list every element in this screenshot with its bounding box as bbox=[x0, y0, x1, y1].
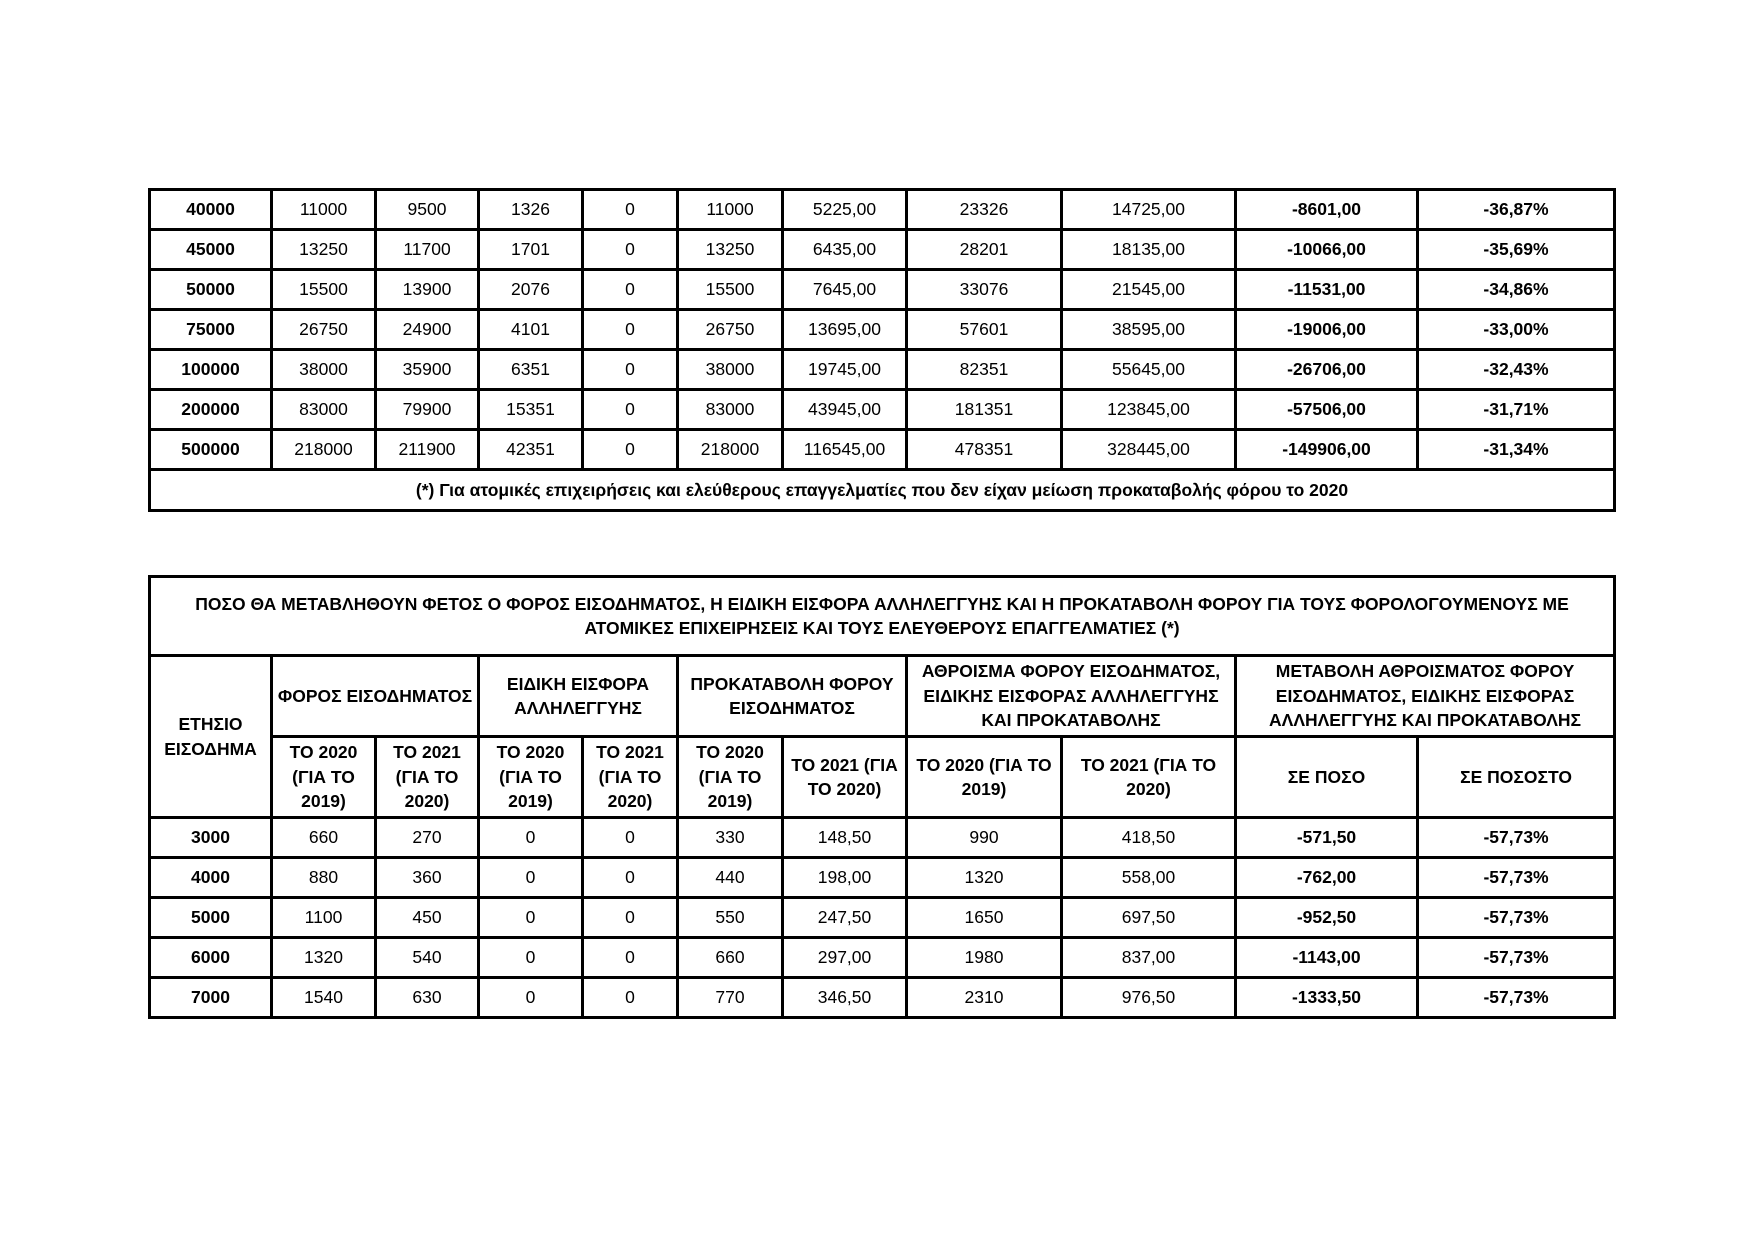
table-cell: 100000 bbox=[150, 350, 272, 390]
table-cell: 6435,00 bbox=[783, 230, 907, 270]
table-cell: 218000 bbox=[272, 430, 376, 470]
table-cell: -57,73% bbox=[1418, 858, 1615, 898]
table-cell: 1326 bbox=[479, 190, 583, 230]
table-cell: 0 bbox=[583, 310, 678, 350]
table-cell: 330 bbox=[678, 818, 783, 858]
table-cell: 13900 bbox=[376, 270, 479, 310]
table-cell: 200000 bbox=[150, 390, 272, 430]
table-title: ΠΟΣΟ ΘΑ ΜΕΤΑΒΛΗΘΟΥΝ ΦΕΤΟΣ Ο ΦΟΡΟΣ ΕΙΣΟΔΗΜΑΤΟΣ, Η ΕΙΔΙΚΗ ΕΙΣΦΟΡΑ ΑΛΛΗΛΕΓΓΥΗΣ ΚΑΙ Η ΠΡΟΚΑΤΑΒΟΛΗ ΦΟΡΟΥ ΓΙΑ ΤΟΥΣ ΦΟΡΟΛΟΓΟΥΜΕΝΟΥΣ ΜΕ ΑΤΟΜΙΚΕΣ ΕΠΙΧΕΙΡΗΣΕΙΣ ΚΑΙ ΤΟΥΣ ΕΛΕΥΘΕΡΟΥΣ ΕΠΑΓΓΕΛΜΑΤΙΕΣ (*) bbox=[150, 577, 1615, 656]
header-annual-income: ΕΤΗΣΙΟ ΕΙΣΟΔΗΜΑ bbox=[150, 656, 272, 818]
table-cell: 4101 bbox=[479, 310, 583, 350]
table-cell: 15500 bbox=[678, 270, 783, 310]
table-cell: -35,69% bbox=[1418, 230, 1615, 270]
table-cell: 0 bbox=[479, 818, 583, 858]
table-cell: 11000 bbox=[272, 190, 376, 230]
table-cell: 13250 bbox=[272, 230, 376, 270]
table-cell: 0 bbox=[583, 390, 678, 430]
table-cell: 630 bbox=[376, 978, 479, 1018]
table-cell: 83000 bbox=[678, 390, 783, 430]
table-cell: 6351 bbox=[479, 350, 583, 390]
table-cell: 13250 bbox=[678, 230, 783, 270]
table-cell: 11000 bbox=[678, 190, 783, 230]
table-cell: 500000 bbox=[150, 430, 272, 470]
table-cell: 1320 bbox=[272, 938, 376, 978]
table-cell: 3000 bbox=[150, 818, 272, 858]
table-row bbox=[150, 310, 1615, 350]
table-cell: 440 bbox=[678, 858, 783, 898]
table-cell: 328445,00 bbox=[1062, 430, 1236, 470]
table-cell: -57506,00 bbox=[1236, 390, 1418, 430]
table-cell: 35900 bbox=[376, 350, 479, 390]
table-cell: -57,73% bbox=[1418, 938, 1615, 978]
table-cell: 0 bbox=[583, 938, 678, 978]
table-cell: 0 bbox=[479, 938, 583, 978]
table-row bbox=[150, 350, 1615, 390]
subheader-solidarity-2020: ΤΟ 2020 (ΓΙΑ ΤΟ 2019) bbox=[479, 737, 583, 818]
table-row bbox=[150, 858, 1615, 898]
table-cell: 2076 bbox=[479, 270, 583, 310]
header-change: ΜΕΤΑΒΟΛΗ ΑΘΡΟΙΣΜΑΤΟΣ ΦΟΡΟΥ ΕΙΣΟΔΗΜΑΤΟΣ, ΕΙΔΙΚΗΣ ΕΙΣΦΟΡΑΣ ΑΛΛΗΛΕΓΓΥΗΣ ΚΑΙ ΠΡΟΚΑΤΑΒΟΛΗΣ bbox=[1236, 656, 1615, 737]
table-cell: 297,00 bbox=[783, 938, 907, 978]
table-cell: 1100 bbox=[272, 898, 376, 938]
table-row bbox=[150, 430, 1615, 470]
table-body bbox=[150, 818, 1615, 1018]
table-cell: 1701 bbox=[479, 230, 583, 270]
table-cell: 19745,00 bbox=[783, 350, 907, 390]
table-cell: 33076 bbox=[907, 270, 1062, 310]
table-cell: 697,50 bbox=[1062, 898, 1236, 938]
table-row bbox=[150, 190, 1615, 230]
subheader-advance-2020: ΤΟ 2020 (ΓΙΑ ΤΟ 2019) bbox=[678, 737, 783, 818]
table-cell: 42351 bbox=[479, 430, 583, 470]
table-cell: -11531,00 bbox=[1236, 270, 1418, 310]
table-cell: 13695,00 bbox=[783, 310, 907, 350]
table-cell: 247,50 bbox=[783, 898, 907, 938]
subheader-sum-2020: ΤΟ 2020 (ΓΙΑ ΤΟ 2019) bbox=[907, 737, 1062, 818]
table-cell: 15351 bbox=[479, 390, 583, 430]
table-cell: 1320 bbox=[907, 858, 1062, 898]
table-cell: 837,00 bbox=[1062, 938, 1236, 978]
table-cell: 0 bbox=[583, 190, 678, 230]
table-cell: 15500 bbox=[272, 270, 376, 310]
table-cell: 26750 bbox=[272, 310, 376, 350]
tax-continuation-table bbox=[148, 188, 1616, 512]
table-cell: -952,50 bbox=[1236, 898, 1418, 938]
table-cell: 0 bbox=[479, 978, 583, 1018]
table-cell: 0 bbox=[583, 978, 678, 1018]
table-cell: -571,50 bbox=[1236, 818, 1418, 858]
table-cell: 0 bbox=[583, 430, 678, 470]
table-cell: -26706,00 bbox=[1236, 350, 1418, 390]
table-row bbox=[150, 898, 1615, 938]
table-cell: 0 bbox=[583, 818, 678, 858]
table-cell: -57,73% bbox=[1418, 818, 1615, 858]
table-cell: 18135,00 bbox=[1062, 230, 1236, 270]
table-cell: 21545,00 bbox=[1062, 270, 1236, 310]
subheader-change-amount: ΣΕ ΠΟΣΟ bbox=[1236, 737, 1418, 818]
table-cell: 57601 bbox=[907, 310, 1062, 350]
table-cell: 346,50 bbox=[783, 978, 907, 1018]
table-cell: 1980 bbox=[907, 938, 1062, 978]
table-cell: 558,00 bbox=[1062, 858, 1236, 898]
table-cell: -36,87% bbox=[1418, 190, 1615, 230]
table-cell: 23326 bbox=[907, 190, 1062, 230]
subheader-income-tax-2020: ΤΟ 2020 (ΓΙΑ ΤΟ 2019) bbox=[272, 737, 376, 818]
table-cell: 181351 bbox=[907, 390, 1062, 430]
tax-change-table bbox=[148, 575, 1616, 1019]
table-cell: 75000 bbox=[150, 310, 272, 350]
table-cell: 0 bbox=[583, 270, 678, 310]
table-cell: -762,00 bbox=[1236, 858, 1418, 898]
table-cell: -10066,00 bbox=[1236, 230, 1418, 270]
table-cell: 660 bbox=[272, 818, 376, 858]
table-cell: 478351 bbox=[907, 430, 1062, 470]
table-cell: 123845,00 bbox=[1062, 390, 1236, 430]
table-cell: 270 bbox=[376, 818, 479, 858]
table-cell: 880 bbox=[272, 858, 376, 898]
table-cell: 6000 bbox=[150, 938, 272, 978]
table-cell: 0 bbox=[479, 898, 583, 938]
header-sum: ΑΘΡΟΙΣΜΑ ΦΟΡΟΥ ΕΙΣΟΔΗΜΑΤΟΣ, ΕΙΔΙΚΗΣ ΕΙΣΦΟΡΑΣ ΑΛΛΗΛΕΓΓΥΗΣ ΚΑΙ ΠΡΟΚΑΤΑΒΟΛΗΣ bbox=[907, 656, 1236, 737]
table-cell: 148,50 bbox=[783, 818, 907, 858]
table-cell: 24900 bbox=[376, 310, 479, 350]
table-cell: -31,34% bbox=[1418, 430, 1615, 470]
table-cell: 5225,00 bbox=[783, 190, 907, 230]
table-cell: 450 bbox=[376, 898, 479, 938]
table-cell: 990 bbox=[907, 818, 1062, 858]
table-cell: -57,73% bbox=[1418, 978, 1615, 1018]
table-cell: 198,00 bbox=[783, 858, 907, 898]
table-cell: 7000 bbox=[150, 978, 272, 1018]
table-cell: 418,50 bbox=[1062, 818, 1236, 858]
header-advance-tax: ΠΡΟΚΑΤΑΒΟΛΗ ΦΟΡΟΥ ΕΙΣΟΔΗΜΑΤΟΣ bbox=[678, 656, 907, 737]
subheader-sum-2021: ΤΟ 2021 (ΓΙΑ ΤΟ 2020) bbox=[1062, 737, 1236, 818]
table-cell: 0 bbox=[583, 230, 678, 270]
header-income-tax: ΦΟΡΟΣ ΕΙΣΟΔΗΜΑΤΟΣ bbox=[272, 656, 479, 737]
table-cell: -149906,00 bbox=[1236, 430, 1418, 470]
subheader-income-tax-2021: ΤΟ 2021 (ΓΙΑ ΤΟ 2020) bbox=[376, 737, 479, 818]
table-cell: 660 bbox=[678, 938, 783, 978]
table-cell: 83000 bbox=[272, 390, 376, 430]
table-cell: 976,50 bbox=[1062, 978, 1236, 1018]
table-cell: 1540 bbox=[272, 978, 376, 1018]
table-row bbox=[150, 818, 1615, 858]
table-cell: 79900 bbox=[376, 390, 479, 430]
table-cell: 40000 bbox=[150, 190, 272, 230]
table-cell: 5000 bbox=[150, 898, 272, 938]
table-cell: -31,71% bbox=[1418, 390, 1615, 430]
table-cell: 38595,00 bbox=[1062, 310, 1236, 350]
table-row bbox=[150, 230, 1615, 270]
table-cell: -1143,00 bbox=[1236, 938, 1418, 978]
table-cell: 38000 bbox=[272, 350, 376, 390]
table-cell: 43945,00 bbox=[783, 390, 907, 430]
table-cell: 28201 bbox=[907, 230, 1062, 270]
subheader-change-percent: ΣΕ ΠΟΣΟΣΤΟ bbox=[1418, 737, 1615, 818]
table-cell: -19006,00 bbox=[1236, 310, 1418, 350]
header-solidarity: ΕΙΔΙΚΗ ΕΙΣΦΟΡΑ ΑΛΛΗΛΕΓΓΥΗΣ bbox=[479, 656, 678, 737]
table-cell: -57,73% bbox=[1418, 898, 1615, 938]
table-cell: -8601,00 bbox=[1236, 190, 1418, 230]
table-cell: -32,43% bbox=[1418, 350, 1615, 390]
table-body bbox=[150, 190, 1615, 470]
table-cell: 82351 bbox=[907, 350, 1062, 390]
table-cell: 360 bbox=[376, 858, 479, 898]
table-cell: 9500 bbox=[376, 190, 479, 230]
table-cell: 45000 bbox=[150, 230, 272, 270]
table-cell: 540 bbox=[376, 938, 479, 978]
table-cell: 50000 bbox=[150, 270, 272, 310]
table-cell: 211900 bbox=[376, 430, 479, 470]
table-cell: 1650 bbox=[907, 898, 1062, 938]
table-cell: 11700 bbox=[376, 230, 479, 270]
table-cell: 14725,00 bbox=[1062, 190, 1236, 230]
table-cell: 550 bbox=[678, 898, 783, 938]
table-cell: -34,86% bbox=[1418, 270, 1615, 310]
table-cell: 2310 bbox=[907, 978, 1062, 1018]
table-row bbox=[150, 978, 1615, 1018]
table-cell: -1333,50 bbox=[1236, 978, 1418, 1018]
table-cell: 218000 bbox=[678, 430, 783, 470]
table-cell: 116545,00 bbox=[783, 430, 907, 470]
table-cell: 55645,00 bbox=[1062, 350, 1236, 390]
table-cell: 0 bbox=[583, 858, 678, 898]
table-cell: 0 bbox=[479, 858, 583, 898]
table-cell: 26750 bbox=[678, 310, 783, 350]
footnote-row bbox=[150, 470, 1615, 511]
table-cell: 7645,00 bbox=[783, 270, 907, 310]
table-row bbox=[150, 390, 1615, 430]
table-row bbox=[150, 938, 1615, 978]
table-cell: 770 bbox=[678, 978, 783, 1018]
subheader-solidarity-2021: ΤΟ 2021 (ΓΙΑ ΤΟ 2020) bbox=[583, 737, 678, 818]
table-row bbox=[150, 270, 1615, 310]
subheader-advance-2021: ΤΟ 2021 (ΓΙΑ ΤΟ 2020) bbox=[783, 737, 907, 818]
table-cell: 4000 bbox=[150, 858, 272, 898]
footnote: (*) Για ατομικές επιχειρήσεις και ελεύθερους επαγγελματίες που δεν είχαν μείωση προκαταβολής φόρου το 2020 bbox=[150, 470, 1615, 511]
table-cell: 38000 bbox=[678, 350, 783, 390]
table-cell: -33,00% bbox=[1418, 310, 1615, 350]
table-cell: 0 bbox=[583, 350, 678, 390]
table-cell: 0 bbox=[583, 898, 678, 938]
